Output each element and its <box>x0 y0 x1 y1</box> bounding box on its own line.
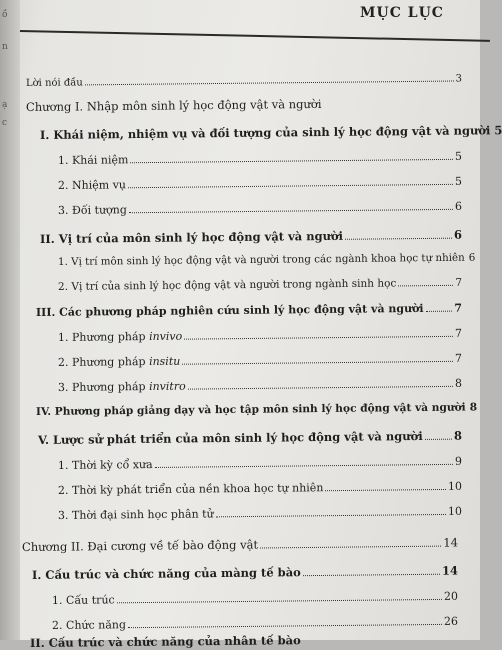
toc-entry[interactable] <box>38 429 462 447</box>
toc-entry[interactable] <box>58 175 462 192</box>
toc-entry-page: 8 <box>454 429 462 443</box>
toc-entry-label: 1. Phương pháp invivo <box>58 330 182 344</box>
toc-entry-page: 7 <box>455 327 462 340</box>
dot-leader <box>325 488 446 491</box>
toc-entry-page: 7 <box>455 352 462 365</box>
dot-leader <box>85 80 454 86</box>
toc-entry-label: V. Lược sử phát triển của môn sinh lý học động vật và người <box>38 429 423 447</box>
toc-entry-label: IV. Phương pháp giảng dạy và học tập môn sinh lý học động vật và người <box>36 402 466 418</box>
left-page-edge <box>0 0 20 640</box>
dot-leader <box>117 598 442 603</box>
toc-entry-page: 5 <box>455 175 462 188</box>
toc-entry[interactable] <box>32 564 458 582</box>
toc-entry-page: 20 <box>444 590 458 603</box>
toc-entry-page: 14 <box>442 564 458 578</box>
toc-entry[interactable] <box>58 252 462 268</box>
dot-leader <box>128 183 453 188</box>
dot-leader <box>303 573 440 576</box>
toc-entry[interactable] <box>40 228 462 246</box>
toc-entry-label: 3. Thời đại sinh học phân tử <box>58 507 214 522</box>
toc-entry-page: 10 <box>448 505 462 518</box>
toc-entry-page: 3 <box>456 73 462 84</box>
toc-entry-label: II. Cấu trúc và chức năng của nhân tế bào <box>30 633 301 650</box>
header-rule <box>20 30 490 42</box>
dot-leader <box>130 158 453 163</box>
toc-entry-page: 9 <box>455 455 462 468</box>
toc-entry-label: 1. Vị trí môn sinh lý học động vật và người trong các ngành khoa học tự nhiên <box>58 252 465 268</box>
edge-fragment: ạ <box>2 100 7 110</box>
toc-chapter-2[interactable] <box>22 535 458 554</box>
dot-leader <box>398 284 453 287</box>
toc-entry-label: Chương I. Nhập môn sinh lý học động vật và người <box>26 97 322 114</box>
toc-entry[interactable] <box>58 327 462 344</box>
toc-entry-label: 2. Thời kỳ phát triển của nền khoa học tự nhiên <box>58 481 324 497</box>
toc-entry[interactable] <box>30 633 330 650</box>
dot-leader <box>155 463 453 468</box>
toc-entry-page: 14 <box>443 535 458 549</box>
edge-fragment: ồ <box>2 10 8 20</box>
toc-entry-page: 7 <box>455 277 462 289</box>
toc-entry-label: 1. Khái niệm <box>58 153 129 167</box>
dot-leader <box>182 360 453 365</box>
toc-entry-label: Lời nói đầu <box>26 77 83 89</box>
toc-entry-page: 5 <box>494 123 502 137</box>
page-header: MỤC LỤC <box>360 5 444 21</box>
dot-leader <box>188 385 453 390</box>
toc-entry[interactable] <box>36 302 462 319</box>
dot-leader <box>345 237 452 240</box>
toc-entry-label: 3. Phương pháp invitro <box>58 380 186 394</box>
toc-entry[interactable] <box>58 150 462 167</box>
toc-entry[interactable] <box>58 200 462 217</box>
toc-entry-label: II. Vị trí của môn sinh lý học động vật và người <box>40 229 343 246</box>
toc-entry-label: 2. Phương pháp insitu <box>58 355 180 369</box>
toc-entry[interactable] <box>58 455 462 472</box>
toc-entry-page: 8 <box>455 377 462 390</box>
toc-entry-page: 5 <box>455 150 462 163</box>
dot-leader <box>426 310 453 312</box>
dot-leader <box>216 513 446 517</box>
toc-entry-preface[interactable] <box>26 73 462 89</box>
toc-entry[interactable] <box>58 505 462 522</box>
toc-entry[interactable] <box>36 402 462 418</box>
toc-entry-label: I. Cấu trúc và chức năng của màng tế bào <box>32 565 301 582</box>
edge-fragment: c <box>2 118 7 128</box>
toc-entry-page: 6 <box>469 252 476 264</box>
toc-entry-page: 6 <box>455 200 462 213</box>
toc-chapter-1[interactable] <box>26 97 346 114</box>
toc-entry-label: 3. Đối tượng <box>58 203 127 217</box>
toc-entry-label: 1. Cấu trúc <box>52 593 115 607</box>
toc-entry[interactable] <box>58 277 462 293</box>
dot-leader <box>184 335 453 340</box>
toc-entry-label: III. Các phương pháp nghiên cứu sinh lý học động vật và người <box>36 302 424 319</box>
toc-entry-label: 1. Thời kỳ cổ xưa <box>58 458 153 472</box>
toc-entry-label: Chương II. Đại cương về tế bào động vật <box>22 538 258 554</box>
toc-entry-label: 2. Nhiệm vụ <box>58 178 126 192</box>
toc-entry-page: 8 <box>470 401 478 413</box>
toc-entry-label: I. Khái niệm, nhiệm vụ và đối tượng của sinh lý học động vật và người <box>40 123 490 142</box>
toc-entry-page: 6 <box>454 228 462 242</box>
toc-entry-page: 10 <box>448 480 462 493</box>
toc-entry-page: 26 <box>444 615 458 628</box>
dot-leader <box>129 208 453 213</box>
toc-entry[interactable] <box>58 352 462 369</box>
toc-entry-label: 2. Chức năng <box>52 618 126 632</box>
dot-leader <box>260 545 441 549</box>
toc-entry-page: 7 <box>454 302 462 315</box>
toc-entry[interactable] <box>52 590 458 607</box>
toc-entry[interactable] <box>58 480 462 497</box>
toc-entry[interactable] <box>52 615 458 632</box>
dot-leader <box>425 438 452 440</box>
toc-entry[interactable] <box>58 377 462 394</box>
toc-entry-label: 2. Vị trí của sinh lý học động vật và người trong ngành sinh học <box>58 277 396 293</box>
edge-fragment: n <box>2 42 8 52</box>
dot-leader <box>128 623 442 628</box>
toc-entry[interactable] <box>40 124 462 142</box>
